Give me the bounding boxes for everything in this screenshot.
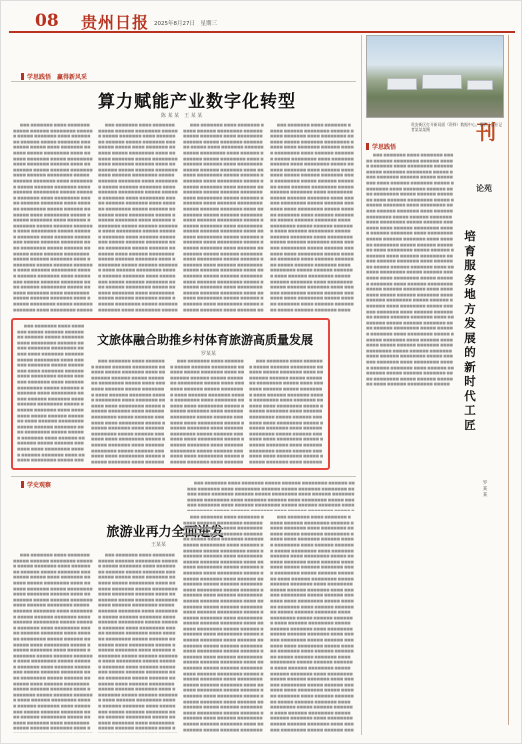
bottom-headline: 旅游业再力全面进发 — [106, 525, 224, 540]
red-bar-icon — [366, 143, 369, 150]
article-column — [98, 553, 178, 733]
divider — [11, 81, 356, 82]
article-column — [183, 123, 265, 313]
article-column — [13, 553, 93, 733]
building-shape — [467, 80, 493, 90]
data-center-photo — [366, 35, 504, 118]
bottom-byline: 王某某 — [151, 542, 167, 548]
article-column — [183, 515, 265, 733]
page-header — [9, 7, 515, 33]
building-shape — [387, 78, 417, 90]
highlighted-byline: 罗某某 — [201, 351, 217, 357]
column-divider — [361, 35, 362, 735]
red-bar-icon — [21, 73, 24, 80]
photo-caption: 贵安新区打开新局面（资料）数据中心。摄影日报社记者某某某摄 — [411, 122, 503, 132]
article-column — [270, 123, 354, 313]
section-label-right: 学思践悟 — [366, 142, 396, 151]
article-column — [13, 123, 93, 313]
article-column — [17, 324, 85, 464]
article-column — [249, 359, 325, 465]
main-byline: 陈 某 某 王 某 某 — [161, 113, 203, 119]
dateline: 2025年8月27日 星期三 — [154, 21, 217, 27]
article-column — [98, 123, 178, 313]
red-bar-icon — [21, 481, 24, 488]
highlighted-headline: 文旅体融合助推乡村体育旅游高质量发展 — [96, 333, 313, 347]
divider — [11, 476, 356, 477]
right-vertical-headline: 培 育 服 务 地 方 发 展 的 新 时 代 工 匠 — [464, 229, 476, 432]
article-column — [270, 515, 354, 733]
masthead: 贵州日报 — [81, 13, 150, 32]
page-number: 08 — [35, 11, 59, 31]
section-label-middle: 学史观察 — [21, 480, 51, 489]
opinion-label: 论苑 — [476, 183, 492, 193]
building-shape — [422, 74, 462, 89]
main-headline: 算力赋能产业数字化转型 — [98, 92, 296, 112]
article-column — [91, 359, 166, 465]
section-label-top: 学思践悟 赢得新风采 — [21, 72, 87, 81]
edition-title-char: 刊 — [476, 120, 496, 144]
article-column — [187, 481, 355, 511]
right-vertical-byline: 罗 某 某 — [482, 481, 488, 499]
article-column — [170, 359, 245, 465]
edition-divider — [508, 35, 509, 725]
article-column — [366, 153, 454, 713]
